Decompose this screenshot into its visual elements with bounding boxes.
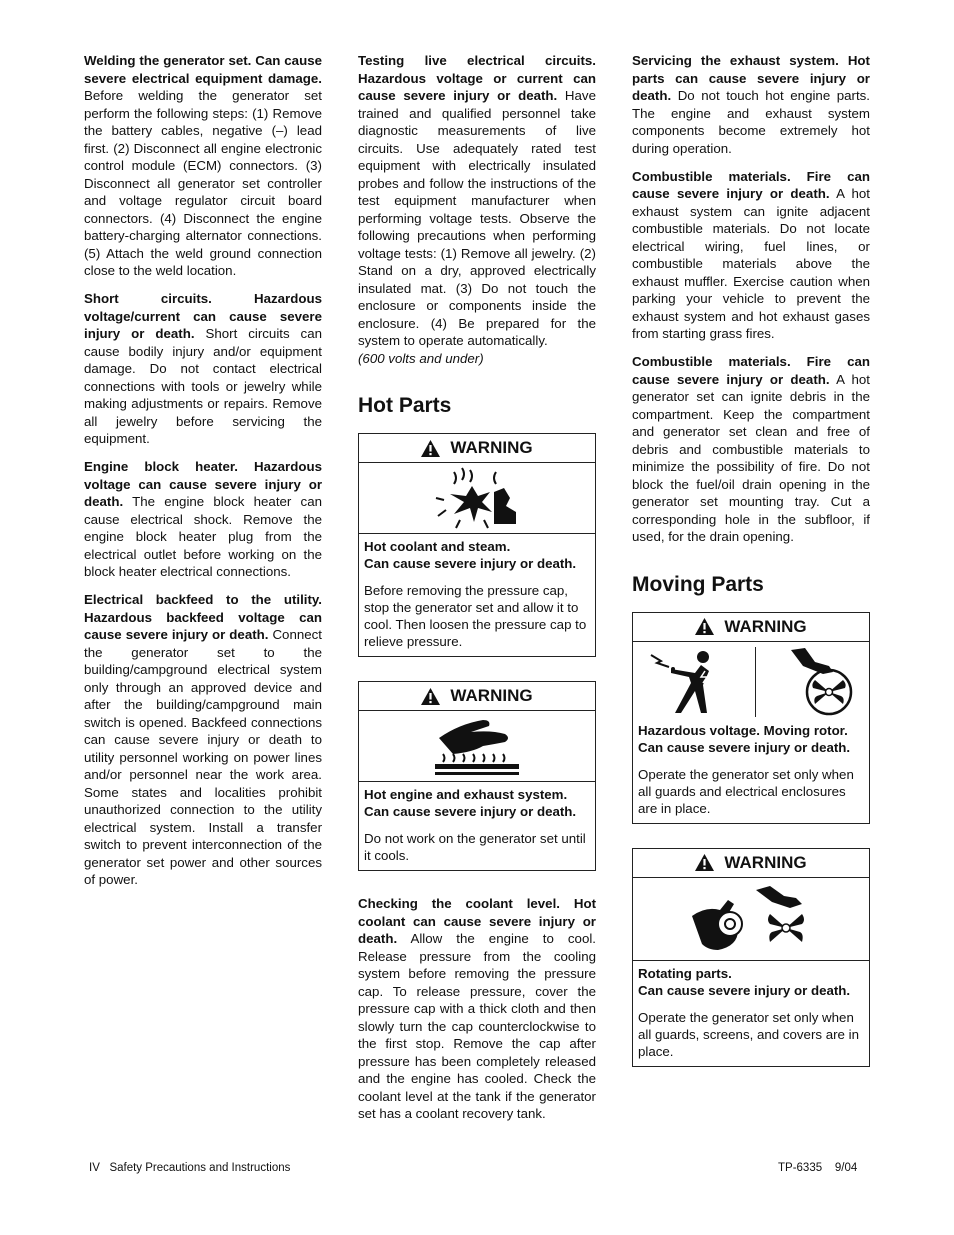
hazard-title: Hot coolant and steam. [364,539,511,554]
explosion-steam-icon [432,466,522,530]
warning-triangle-icon [421,688,440,705]
column-3 [632,52,870,1091]
footer-page-label: IV Safety Precautions and Instructions [89,1162,291,1174]
warning-box-voltage-rotor [632,612,870,824]
warning-triangle-icon [695,618,714,635]
paragraph-combustible-exhaust: Combustible materials. Fire can cause severe injury or death. A hot exhaust system can ignite adjacent combustible materials. Do not locate electrical wiring, fuel lines, or combustible materials above the exhaust muffler. Exercise caution when parking your vehicle to prevent the exhaust system and hot exhaust gases from starting grass fires. [632,168,870,341]
paragraph-coolant-level: Checking the coolant level. Hot coolant can cause severe injury or death. Allow the engine to cool. Release pressure from the cooling system before removing the pressure cap. To release pressure, cover the pressure cap with a thick cloth and then slowly turn the cap counterclockwise to the first stop. Remove the cap after pressure has been completely released and the engine has cooled. Check the coolant level at the tank if the generator set has a coolant recovery tank. [358,896,596,1121]
section-title-hot-parts: Hot Parts [358,394,452,417]
section-title-moving-parts: Moving Parts [632,572,764,596]
electric-shock-icon [647,647,727,717]
hazard-consequence: Can cause severe injury or death. [638,739,851,755]
paragraph-backfeed: Electrical backfeed to the utility. Hazardous backfeed voltage can cause severe injury or death. Connect the generator set to the building/campground electrical system only through an approved device and after the building/campground main switch is opened. Backfeed connections can cause severe injury or death to utility personnel working on power lines and/or personnel near the work area. Some states and localities prohibit unauthorized connection to the utility electrical system. Install a transfer switch to prevent interconnection of the generator set power and other sources of power. [84,592,322,887]
hazard-consequence: Can cause severe injury or death. [638,982,851,998]
icon-divider [755,647,756,717]
warning-label: WARNING [724,616,807,636]
hazard-consequence: Can cause severe injury or death. [364,556,577,571]
paragraph-combustible-debris: Combustible materials. Fire can cause severe injury or death. A hot generator set can ignite debris in the compartment. Keep the compartment and generator set clean and free of debris and combustible materials to minimize the possibility of fire. Do not block the fuel/oil drain opening in the generator set mounting tray. Cut a corresponding hole in the subfloor, if used, for the drain opening. [632,354,870,544]
warning-instructions: Operate the generator set only when all guards and electrical enclosures are in place. [638,766,854,816]
warning-instructions: Do not work on the generator set until it cools. [364,831,586,863]
warning-instructions: Before removing the pressure cap, stop the generator set and allow it to cool. Then loosen the pressure cap to relieve pressure. [364,583,587,649]
column-2 [358,52,596,1133]
hazard-title: Hot engine and exhaust system. [364,787,568,802]
warning-label: WARNING [450,438,533,458]
hazard-title: Hazardous voltage. Moving rotor. [638,722,848,738]
paragraph-testing-circuits: Testing live electrical circuits. Hazardous voltage or current can cause severe injury or death. Have trained and qualified personnel take diagnostic measurements of live circuits. Use adequately rated test equipment with electrically insulated probes and follow the instructions of the test equipment manufacturer when performing voltage tests. Observe the following precautions when performing voltage tests: (1) Remove all jewelry. (2) Stand on a dry, approved electrically insulated mat. (3) Do not touch the enclosure or components inside the enclosure. (4) Be prepared for the system to operate automatically. [358,53,596,348]
hazard-consequence: Can cause severe injury or death. [364,804,577,819]
hazard-title: Rotating parts. [638,965,732,981]
warning-box-hot-engine [358,681,596,871]
voltage-note: (600 volts and under) [358,350,484,366]
paragraph-block-heater: Engine block heater. Hazardous voltage can cause severe injury or death. The engine block heater can cause electrical shock. Remove the engine block heater plug from the electrical outlet before working on the block heater electrical connections. [84,459,322,579]
footer-doc-number: TP-6335 9/04 [778,1162,858,1174]
warning-box-hot-coolant [358,433,596,657]
warning-label: WARNING [724,852,807,872]
moving-rotor-icon [785,644,855,720]
warning-box-rotating-parts [632,848,870,1067]
column-1 [84,52,322,899]
warning-instructions: Operate the generator set only when all guards, screens, and covers are in place. [638,1009,859,1059]
paragraph-welding: Welding the generator set. Can cause severe electrical equipment damage. Before welding the generator set perform the following steps: (1) Remove the battery cables, negative (–) lead first. (2) Disconnect all engine electronic control module (ECM) connectors. (3) Disconnect all generator set controller and voltage regulator circuit board connectors. (4) Disconnect the engine battery-charging alternator connections. (5) Attach the weld ground connection close to the weld location. [84,53,322,278]
warning-triangle-icon [421,440,440,457]
paragraph-short-circuits: Short circuits. Hazardous voltage/current can cause severe injury or death. Short circuits can cause bodily injury and/or equipment damage. Do not contact electrical connections with tools or jewelry while making adjustments or repairs. Remove all jewelry before servicing the equipment. [84,291,322,446]
warning-triangle-icon [695,854,714,871]
rotating-parts-icon [686,882,816,956]
warning-label: WARNING [450,686,533,706]
hot-surface-hand-icon [429,714,525,778]
paragraph-exhaust-servicing: Servicing the exhaust system. Hot parts can cause severe injury or death. Do not touch hot engine parts. The engine and exhaust system components become extremely hot during operation. [632,53,870,156]
